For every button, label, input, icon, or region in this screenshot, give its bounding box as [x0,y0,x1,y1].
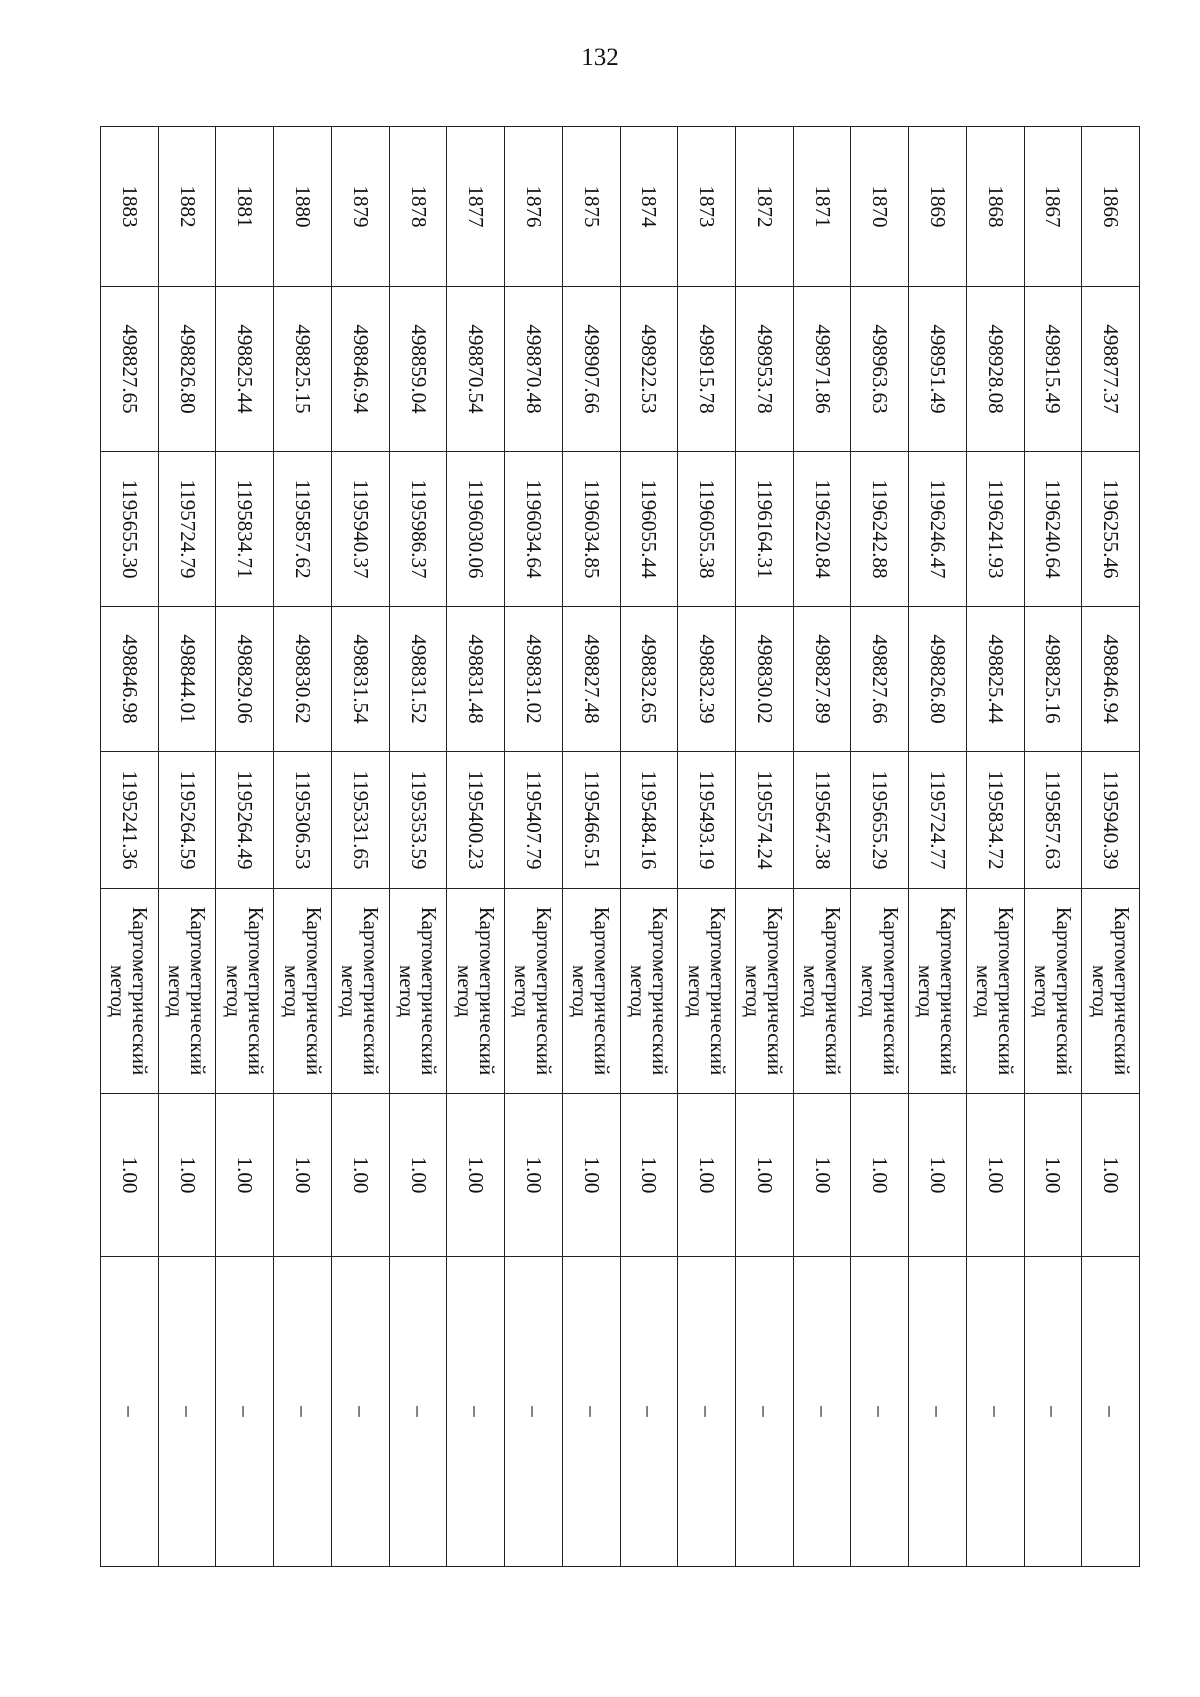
method-line-2: метод [799,964,824,1018]
table-row [1024,127,1082,1567]
method-cell [101,889,159,1094]
x1-cell: 498870.54 [447,287,505,452]
table-row [216,127,274,1567]
method-line-2: метод [683,964,708,1018]
method-line-2: метод [337,964,362,1018]
x2-cell: 498832.65 [620,607,678,752]
method-line-1: Картометрический [936,906,961,1076]
x2-cell: 498830.02 [735,607,793,752]
method-line-2: метод [106,964,131,1018]
method-line-2: метод [221,964,246,1018]
method-line-2: метод [568,964,593,1018]
method-cell [678,889,736,1094]
accuracy-cell: 1.00 [158,1094,216,1257]
y1-cell: 1196242.88 [851,452,909,607]
y2-cell: 1195264.59 [158,752,216,889]
note-cell: – [793,1257,851,1567]
method-line-2: метод [164,964,189,1018]
x2-cell: 498831.52 [389,607,447,752]
point-number-cell: 1883 [101,127,159,287]
point-number-cell: 1876 [505,127,563,287]
y1-cell: 1196220.84 [793,452,851,607]
x2-cell: 498827.66 [851,607,909,752]
y2-cell: 1195647.38 [793,752,851,889]
y1-cell: 1196030.06 [447,452,505,607]
accuracy-cell: 1.00 [389,1094,447,1257]
method-cell [793,889,851,1094]
method-cell [562,889,620,1094]
method-cell [505,889,563,1094]
note-cell: – [389,1257,447,1567]
x2-cell: 498827.89 [793,607,851,752]
y1-cell: 1195834.71 [216,452,274,607]
accuracy-cell: 1.00 [562,1094,620,1257]
x2-cell: 498830.62 [274,607,332,752]
y1-cell: 1195940.37 [331,452,389,607]
note-cell: – [331,1257,389,1567]
table-row [678,127,736,1567]
method-line-1: Картометрический [590,906,615,1076]
point-number-cell: 1880 [274,127,332,287]
note-cell: – [966,1257,1024,1567]
point-number-cell: 1882 [158,127,216,287]
method-cell [851,889,909,1094]
method-line-1: Картометрический [1109,906,1134,1076]
x1-cell: 498846.94 [331,287,389,452]
x1-cell: 498870.48 [505,287,563,452]
point-number-cell: 1873 [678,127,736,287]
accuracy-cell: 1.00 [1082,1094,1140,1257]
y1-cell: 1195724.79 [158,452,216,607]
method-line-2: метод [741,964,766,1018]
method-cell [735,889,793,1094]
table-row [331,127,389,1567]
note-cell: – [1082,1257,1140,1567]
point-number-cell: 1871 [793,127,851,287]
table-row [389,127,447,1567]
x2-cell: 498846.98 [101,607,159,752]
x1-cell: 498953.78 [735,287,793,452]
y1-cell: 1196241.93 [966,452,1024,607]
x1-cell: 498877.37 [1082,287,1140,452]
method-line-1: Картометрический [763,906,788,1076]
method-cell [909,889,967,1094]
accuracy-cell: 1.00 [909,1094,967,1257]
y1-cell: 1195655.30 [101,452,159,607]
table-row [274,127,332,1567]
table-row [735,127,793,1567]
note-cell: – [101,1257,159,1567]
point-number-cell: 1879 [331,127,389,287]
point-number-cell: 1875 [562,127,620,287]
method-line-1: Картометрический [359,906,384,1076]
method-line-1: Картометрический [417,906,442,1076]
table-row [158,127,216,1567]
accuracy-cell: 1.00 [620,1094,678,1257]
x2-cell: 498831.02 [505,607,563,752]
x2-cell: 498826.80 [909,607,967,752]
accuracy-cell: 1.00 [216,1094,274,1257]
note-cell: – [678,1257,736,1567]
note-cell: – [447,1257,505,1567]
note-cell: – [274,1257,332,1567]
x2-cell: 498825.44 [966,607,1024,752]
method-line-2: метод [972,964,997,1018]
accuracy-cell: 1.00 [851,1094,909,1257]
method-line-2: метод [279,964,304,1018]
point-number-cell: 1872 [735,127,793,287]
accuracy-cell: 1.00 [966,1094,1024,1257]
page-number: 132 [581,44,619,71]
method-line-1: Картометрический [301,906,326,1076]
x1-cell: 498971.86 [793,287,851,452]
accuracy-cell: 1.00 [678,1094,736,1257]
table-body [101,127,1140,1567]
method-line-2: метод [510,964,535,1018]
table-row [851,127,909,1567]
x2-cell: 498829.06 [216,607,274,752]
x1-cell: 498825.15 [274,287,332,452]
y2-cell: 1195264.49 [216,752,274,889]
table-row [1082,127,1140,1567]
method-line-2: метод [395,964,420,1018]
coordinates-table [100,126,1140,1567]
y2-cell: 1195331.65 [331,752,389,889]
x2-cell: 498832.39 [678,607,736,752]
x1-cell: 498825.44 [216,287,274,452]
x1-cell: 498922.53 [620,287,678,452]
method-line-1: Картометрический [474,906,499,1076]
x1-cell: 498915.78 [678,287,736,452]
note-cell: – [735,1257,793,1567]
method-line-1: Картометрический [186,906,211,1076]
y2-cell: 1195400.23 [447,752,505,889]
y2-cell: 1195655.29 [851,752,909,889]
method-line-1: Картометрический [532,906,557,1076]
method-line-2: метод [856,964,881,1018]
point-number-cell: 1869 [909,127,967,287]
y2-cell: 1195857.63 [1024,752,1082,889]
table-row [505,127,563,1567]
table-row [620,127,678,1567]
point-number-cell: 1870 [851,127,909,287]
x2-cell: 498825.16 [1024,607,1082,752]
method-line-1: Картометрический [821,906,846,1076]
method-line-1: Картометрический [1051,906,1076,1076]
y1-cell: 1196240.64 [1024,452,1082,607]
x2-cell: 498831.48 [447,607,505,752]
y1-cell: 1196034.85 [562,452,620,607]
method-line-1: Картометрический [243,906,268,1076]
method-line-1: Картометрический [705,906,730,1076]
x2-cell: 498831.54 [331,607,389,752]
table-row [447,127,505,1567]
note-cell: – [620,1257,678,1567]
x2-cell: 498827.48 [562,607,620,752]
point-number-cell: 1868 [966,127,1024,287]
x1-cell: 498826.80 [158,287,216,452]
method-line-2: метод [625,964,650,1018]
x2-cell: 498844.01 [158,607,216,752]
y1-cell: 1195986.37 [389,452,447,607]
x2-cell: 498846.94 [1082,607,1140,752]
y2-cell: 1195940.39 [1082,752,1140,889]
method-cell [1082,889,1140,1094]
y2-cell: 1195407.79 [505,752,563,889]
y2-cell: 1195574.24 [735,752,793,889]
accuracy-cell: 1.00 [331,1094,389,1257]
x1-cell: 498859.04 [389,287,447,452]
accuracy-cell: 1.00 [505,1094,563,1257]
x1-cell: 498963.63 [851,287,909,452]
note-cell: – [851,1257,909,1567]
method-line-1: Картометрический [878,906,903,1076]
y2-cell: 1195466.51 [562,752,620,889]
method-line-2: метод [452,964,477,1018]
method-cell [1024,889,1082,1094]
method-cell [966,889,1024,1094]
note-cell: – [562,1257,620,1567]
point-number-cell: 1867 [1024,127,1082,287]
x1-cell: 498827.65 [101,287,159,452]
accuracy-cell: 1.00 [274,1094,332,1257]
x1-cell: 498951.49 [909,287,967,452]
x1-cell: 498928.08 [966,287,1024,452]
y1-cell: 1196246.47 [909,452,967,607]
accuracy-cell: 1.00 [735,1094,793,1257]
note-cell: – [1024,1257,1082,1567]
y1-cell: 1196034.64 [505,452,563,607]
table-row [562,127,620,1567]
note-cell: – [909,1257,967,1567]
note-cell: – [216,1257,274,1567]
y2-cell: 1195493.19 [678,752,736,889]
method-cell [620,889,678,1094]
x1-cell: 498915.49 [1024,287,1082,452]
method-cell [447,889,505,1094]
accuracy-cell: 1.00 [1024,1094,1082,1257]
method-line-2: метод [1029,964,1054,1018]
method-cell [274,889,332,1094]
method-cell [216,889,274,1094]
x1-cell: 498907.66 [562,287,620,452]
table-row [793,127,851,1567]
y2-cell: 1195306.53 [274,752,332,889]
point-number-cell: 1866 [1082,127,1140,287]
method-line-2: метод [914,964,939,1018]
method-line-1: Картометрический [647,906,672,1076]
method-cell [158,889,216,1094]
point-number-cell: 1877 [447,127,505,287]
method-line-1: Картометрический [128,906,153,1076]
y2-cell: 1195353.59 [389,752,447,889]
y2-cell: 1195484.16 [620,752,678,889]
table-row [966,127,1024,1567]
y1-cell: 1196255.46 [1082,452,1140,607]
method-line-2: метод [1087,964,1112,1018]
note-cell: – [158,1257,216,1567]
accuracy-cell: 1.00 [447,1094,505,1257]
coordinates-table-wrapper [100,126,1140,1566]
method-cell [331,889,389,1094]
note-cell: – [505,1257,563,1567]
table-row [101,127,159,1567]
y1-cell: 1195857.62 [274,452,332,607]
point-number-cell: 1881 [216,127,274,287]
method-line-1: Картометрический [994,906,1019,1076]
point-number-cell: 1878 [389,127,447,287]
y1-cell: 1196164.31 [735,452,793,607]
y1-cell: 1196055.44 [620,452,678,607]
y1-cell: 1196055.38 [678,452,736,607]
point-number-cell: 1874 [620,127,678,287]
accuracy-cell: 1.00 [793,1094,851,1257]
y2-cell: 1195241.36 [101,752,159,889]
y2-cell: 1195834.72 [966,752,1024,889]
y2-cell: 1195724.77 [909,752,967,889]
accuracy-cell: 1.00 [101,1094,159,1257]
table-row [909,127,967,1567]
method-cell [389,889,447,1094]
